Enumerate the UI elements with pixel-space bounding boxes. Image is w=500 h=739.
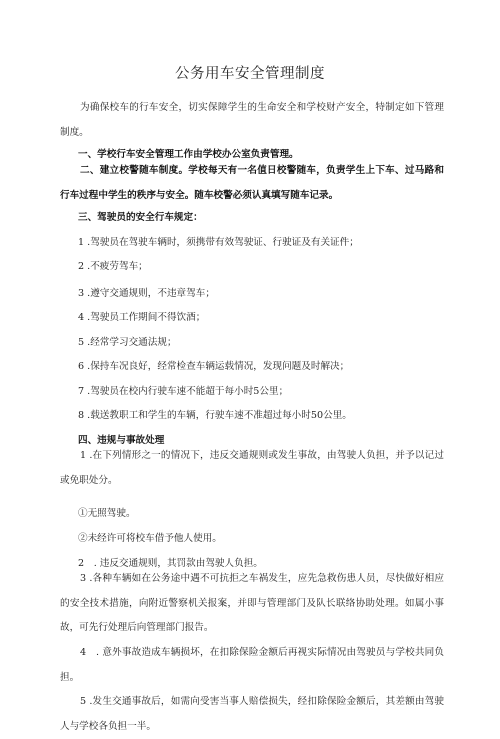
- rule-2: 2 .不疲劳驾车；: [78, 261, 148, 272]
- rule-1: 1 .驾驶员在驾驶车辆时，须携带有效驾驶证、行驶证及有关证件；: [78, 237, 359, 248]
- section-2-paragraph: 二、建立校警随车制度。学校每天有一名值日校警随车，负责学生上下车、过马路和行车过程中学生的秩序与安全。随车校警必须认真填写随车记录。: [60, 165, 444, 201]
- section-3-heading: 三、驾驶员的安全行车规定：: [78, 212, 203, 223]
- section-4-heading: 四、违规与事故处理: [78, 435, 165, 446]
- item-3-paragraph: 3 .各种车辆如在公务途中遇不可抗拒之车祸发生，应先急救伤患人员，尽快做好相应的安全技术措施，向附近警察机关报案，并即与管理部门及队长联络协助处理。如属小事故，可先行处理后向管理部门报告。: [60, 573, 444, 633]
- intro-paragraph: 为确保校车的行车安全，切实保障学生的生命安全和学校财产安全，特制定如下管理制度。: [60, 102, 444, 138]
- rule-5: 5 .经常学习交通法规；: [78, 337, 177, 348]
- item-4-paragraph: 4 . 意外事故造成车辆损坏，在扣除保险金额后再视实际情况由驾驶员与学校共同负担。: [60, 647, 444, 683]
- item-2: 2 . 违反交通规则，其罚款由驾驶人负担。: [78, 558, 263, 569]
- document-title: 公务用车安全管理制度: [175, 66, 325, 82]
- rule-7: 7 .驾驶员在校内行驶车速不能超于每小时5公里；: [78, 386, 289, 397]
- rule-6: 6 .保持车况良好，经常检查车辆运载情况，发现问题及时解决；: [78, 361, 350, 372]
- rule-4: 4 .驾驶员工作期间不得饮酒；: [78, 312, 206, 323]
- rule-3: 3 .遵守交通规则，不违章驾车；: [78, 288, 215, 299]
- rule-8: 8 .载送教职工和学生的车辆，行驶车速不准超过每小时50公里。: [78, 410, 352, 421]
- sub-item-2: ②未经许可将校车借予他人使用。: [78, 533, 222, 544]
- item-1-paragraph: 1 .在下列情形之一的情况下，违反交通规则或发生事故，由驾驶人负担，并予以记过或免职处分。: [60, 450, 444, 486]
- item-5-paragraph: 5 .发生交通事故后，如需向受害当事人赔偿损失，经扣除保险金额后，其差额由驾驶人与学校各负担一半。: [60, 696, 444, 732]
- section-1-heading: 一、学校行车安全管理工作由学校办公室负责管理。: [78, 149, 299, 160]
- sub-item-1: ①无照驾驶。: [78, 508, 136, 519]
